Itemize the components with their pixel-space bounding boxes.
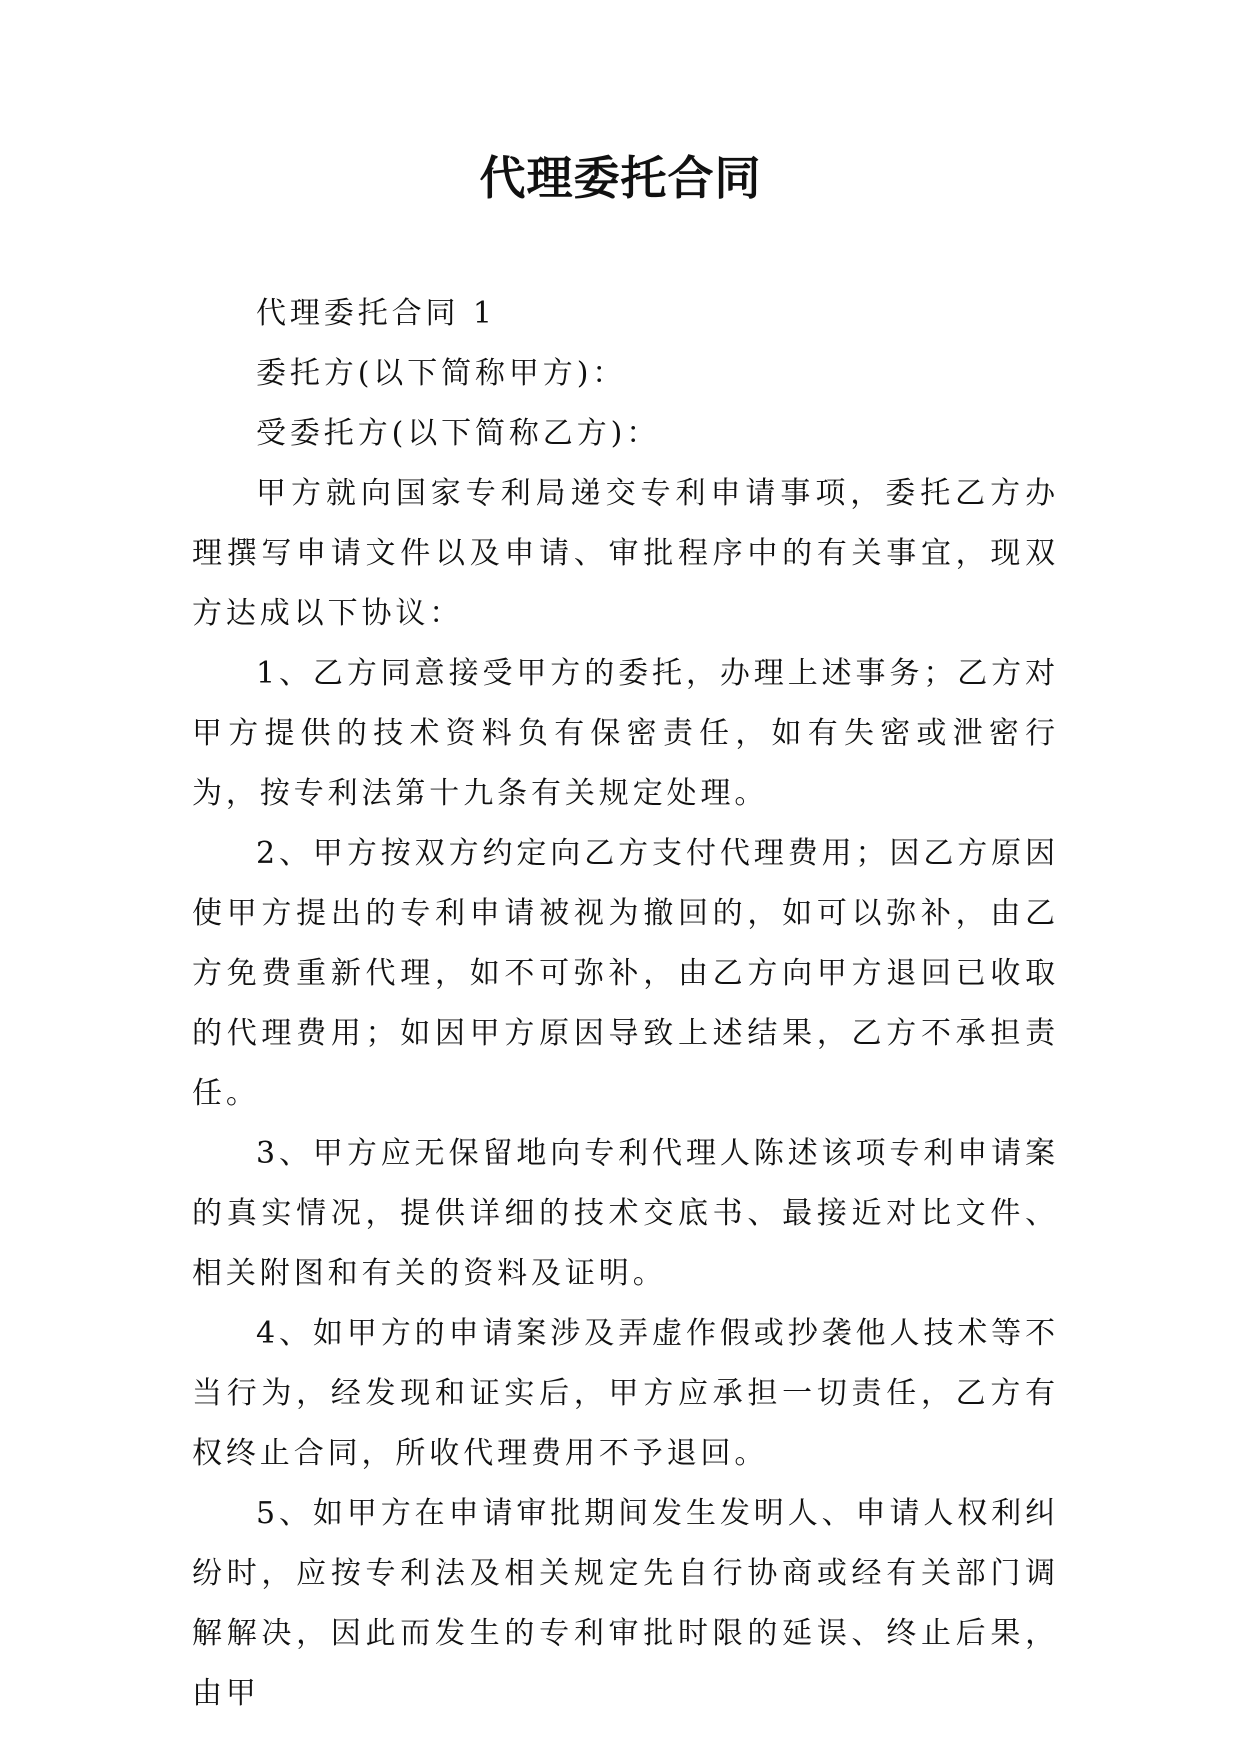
paragraph-heading: 代理委托合同 1 [256, 296, 496, 331]
paragraph-preamble: 甲方就向国家专利局递交专利申请事项，委托乙方办理撰写申请文件以及申请、审批程序中的有关事宜，现双方达成以下协议： [192, 476, 1059, 631]
paragraph-clause-4: 4、如甲方的申请案涉及弄虚作假或抄袭他人技术等不当行为，经发现和证实后，甲方应承担一切责任，乙方有权终止合同，所收代理费用不予退回。 [192, 1316, 1059, 1471]
paragraph-clause-3: 3、甲方应无保留地向专利代理人陈述该项专利申请案的真实情况，提供详细的技术交底书、最接近对比文件、相关附图和有关的资料及证明。 [192, 1136, 1059, 1291]
paragraph-party-a: 委托方(以下简称甲方)： [256, 356, 627, 391]
document-title: 代理委托合同 [479, 151, 762, 205]
paragraph-clause-5: 5、如甲方在申请审批期间发生发明人、申请人权利纠纷时，应按专利法及相关规定先自行协商或经有关部门调解解决，因此而发生的专利审批时限的延误、终止后果，由甲 [192, 1496, 1059, 1711]
document-body [192, 284, 1059, 1724]
paragraph-clause-2: 2、甲方按双方约定向乙方支付代理费用；因乙方原因使甲方提出的专利申请被视为撤回的，如可以弥补，由乙方免费重新代理，如不可弥补，由乙方向甲方退回已收取的代理费用；如因甲方原因导致上述结果，乙方不承担责任。 [192, 836, 1059, 1111]
paragraph-clause-1: 1、乙方同意接受甲方的委托，办理上述事务；乙方对甲方提供的技术资料负有保密责任，如有失密或泄密行为，按专利法第十九条有关规定处理。 [192, 656, 1059, 811]
paragraph-party-b: 受委托方(以下简称乙方)： [256, 416, 661, 451]
